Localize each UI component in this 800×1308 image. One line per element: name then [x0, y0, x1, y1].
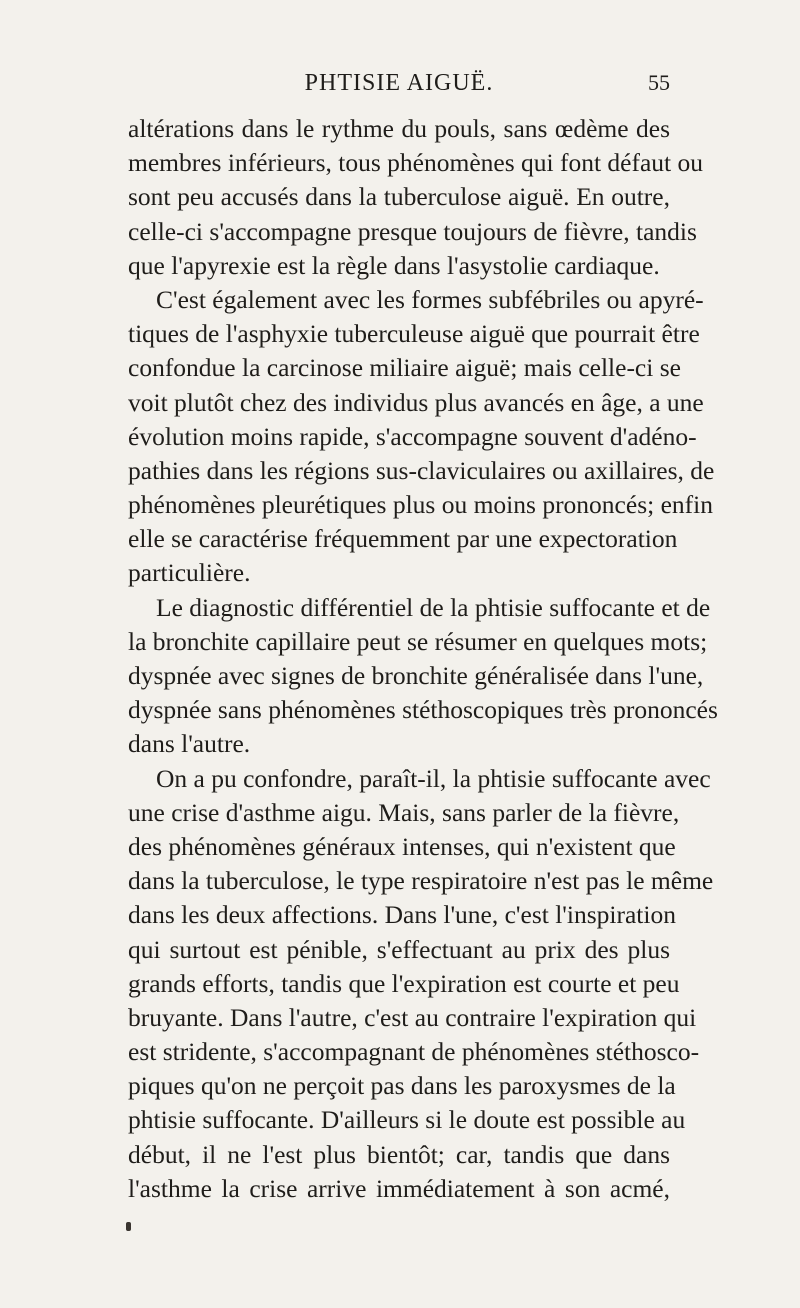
text-line: phénomènes pleurétiques plus ou moins prononcés; enfin	[128, 490, 713, 520]
ink-speck	[126, 1222, 131, 1231]
text-line: confondue la carcinose miliaire aiguë; mais celle-ci se	[128, 353, 681, 383]
text-line: la bronchite capillaire peut se résumer en quelques mots;	[128, 626, 708, 656]
text-line: dans les deux affections. Dans l'une, c'est l'inspiration	[128, 900, 676, 930]
text-line: Le diagnostic différentiel de la phtisie suffocante et de	[156, 592, 711, 622]
text-line: qui surtout est pénible, s'effectuant au prix des plus	[128, 934, 670, 964]
text-line: une crise d'asthme aigu. Mais, sans parler de la fièvre,	[128, 797, 680, 827]
page-number: 55	[648, 70, 670, 95]
text-line: dyspnée sans phénomènes stéthoscopiques très prononcés	[128, 695, 718, 725]
text-line: phtisie suffocante. D'ailleurs si le doute est possible au	[128, 1105, 686, 1135]
text-line: membres inférieurs, tous phénomènes qui font défaut ou	[128, 148, 704, 178]
text-line: elle se caractérise fréquemment par une expectoration	[128, 524, 678, 554]
text-line: C'est également avec les formes subfébriles ou apyré-	[156, 284, 704, 314]
text-line: particulière.	[128, 558, 251, 588]
text-line: tiques de l'asphyxie tuberculeuse aiguë que pourrait être	[128, 319, 700, 349]
text-line: sont peu accusés dans la tuberculose aiguë. En outre,	[128, 182, 670, 212]
text-line: dyspnée avec signes de bronchite généralisée dans l'une,	[128, 661, 704, 690]
page-header	[128, 64, 670, 104]
body-text	[128, 112, 718, 1206]
text-line: évolution moins rapide, s'accompagne souvent d'adéno-	[128, 421, 697, 451]
text-line: que l'apyrexie est la règle dans l'asystolie cardiaque.	[128, 250, 660, 280]
text-line: pathies dans les régions sus-claviculaires ou axillaires, de	[128, 455, 715, 485]
text-line: l'asthme la crise arrive immédiatement à son acmé,	[128, 1173, 670, 1203]
text-line: piques qu'on ne perçoit pas dans les paroxysmes de la	[128, 1071, 676, 1101]
text-line: des phénomènes généraux intenses, qui n'existent que	[128, 831, 676, 861]
running-title: PHTISIE AIGUË.	[304, 70, 494, 96]
text-line: début, il ne l'est plus bientôt; car, tandis que dans	[128, 1139, 670, 1169]
text-line: dans l'autre.	[128, 729, 251, 759]
text-line: bruyante. Dans l'autre, c'est au contraire l'expiration qui	[128, 1002, 697, 1032]
text-line: altérations dans le rythme du pouls, sans œdème des	[128, 114, 670, 143]
text-line: grands efforts, tandis que l'expiration est courte et peu	[128, 968, 680, 998]
text-line: celle-ci s'accompagne presque toujours de fièvre, tandis	[128, 216, 697, 246]
text-line: On a pu confondre, paraît-il, la phtisie suffocante avec	[156, 763, 711, 793]
text-line: dans la tuberculose, le type respiratoire n'est pas le même	[128, 866, 714, 896]
text-line: voit plutôt chez des individus plus avancés en âge, a une	[128, 387, 704, 417]
text-line: est stridente, s'accompagnant de phénomènes stéthosco-	[128, 1037, 700, 1067]
